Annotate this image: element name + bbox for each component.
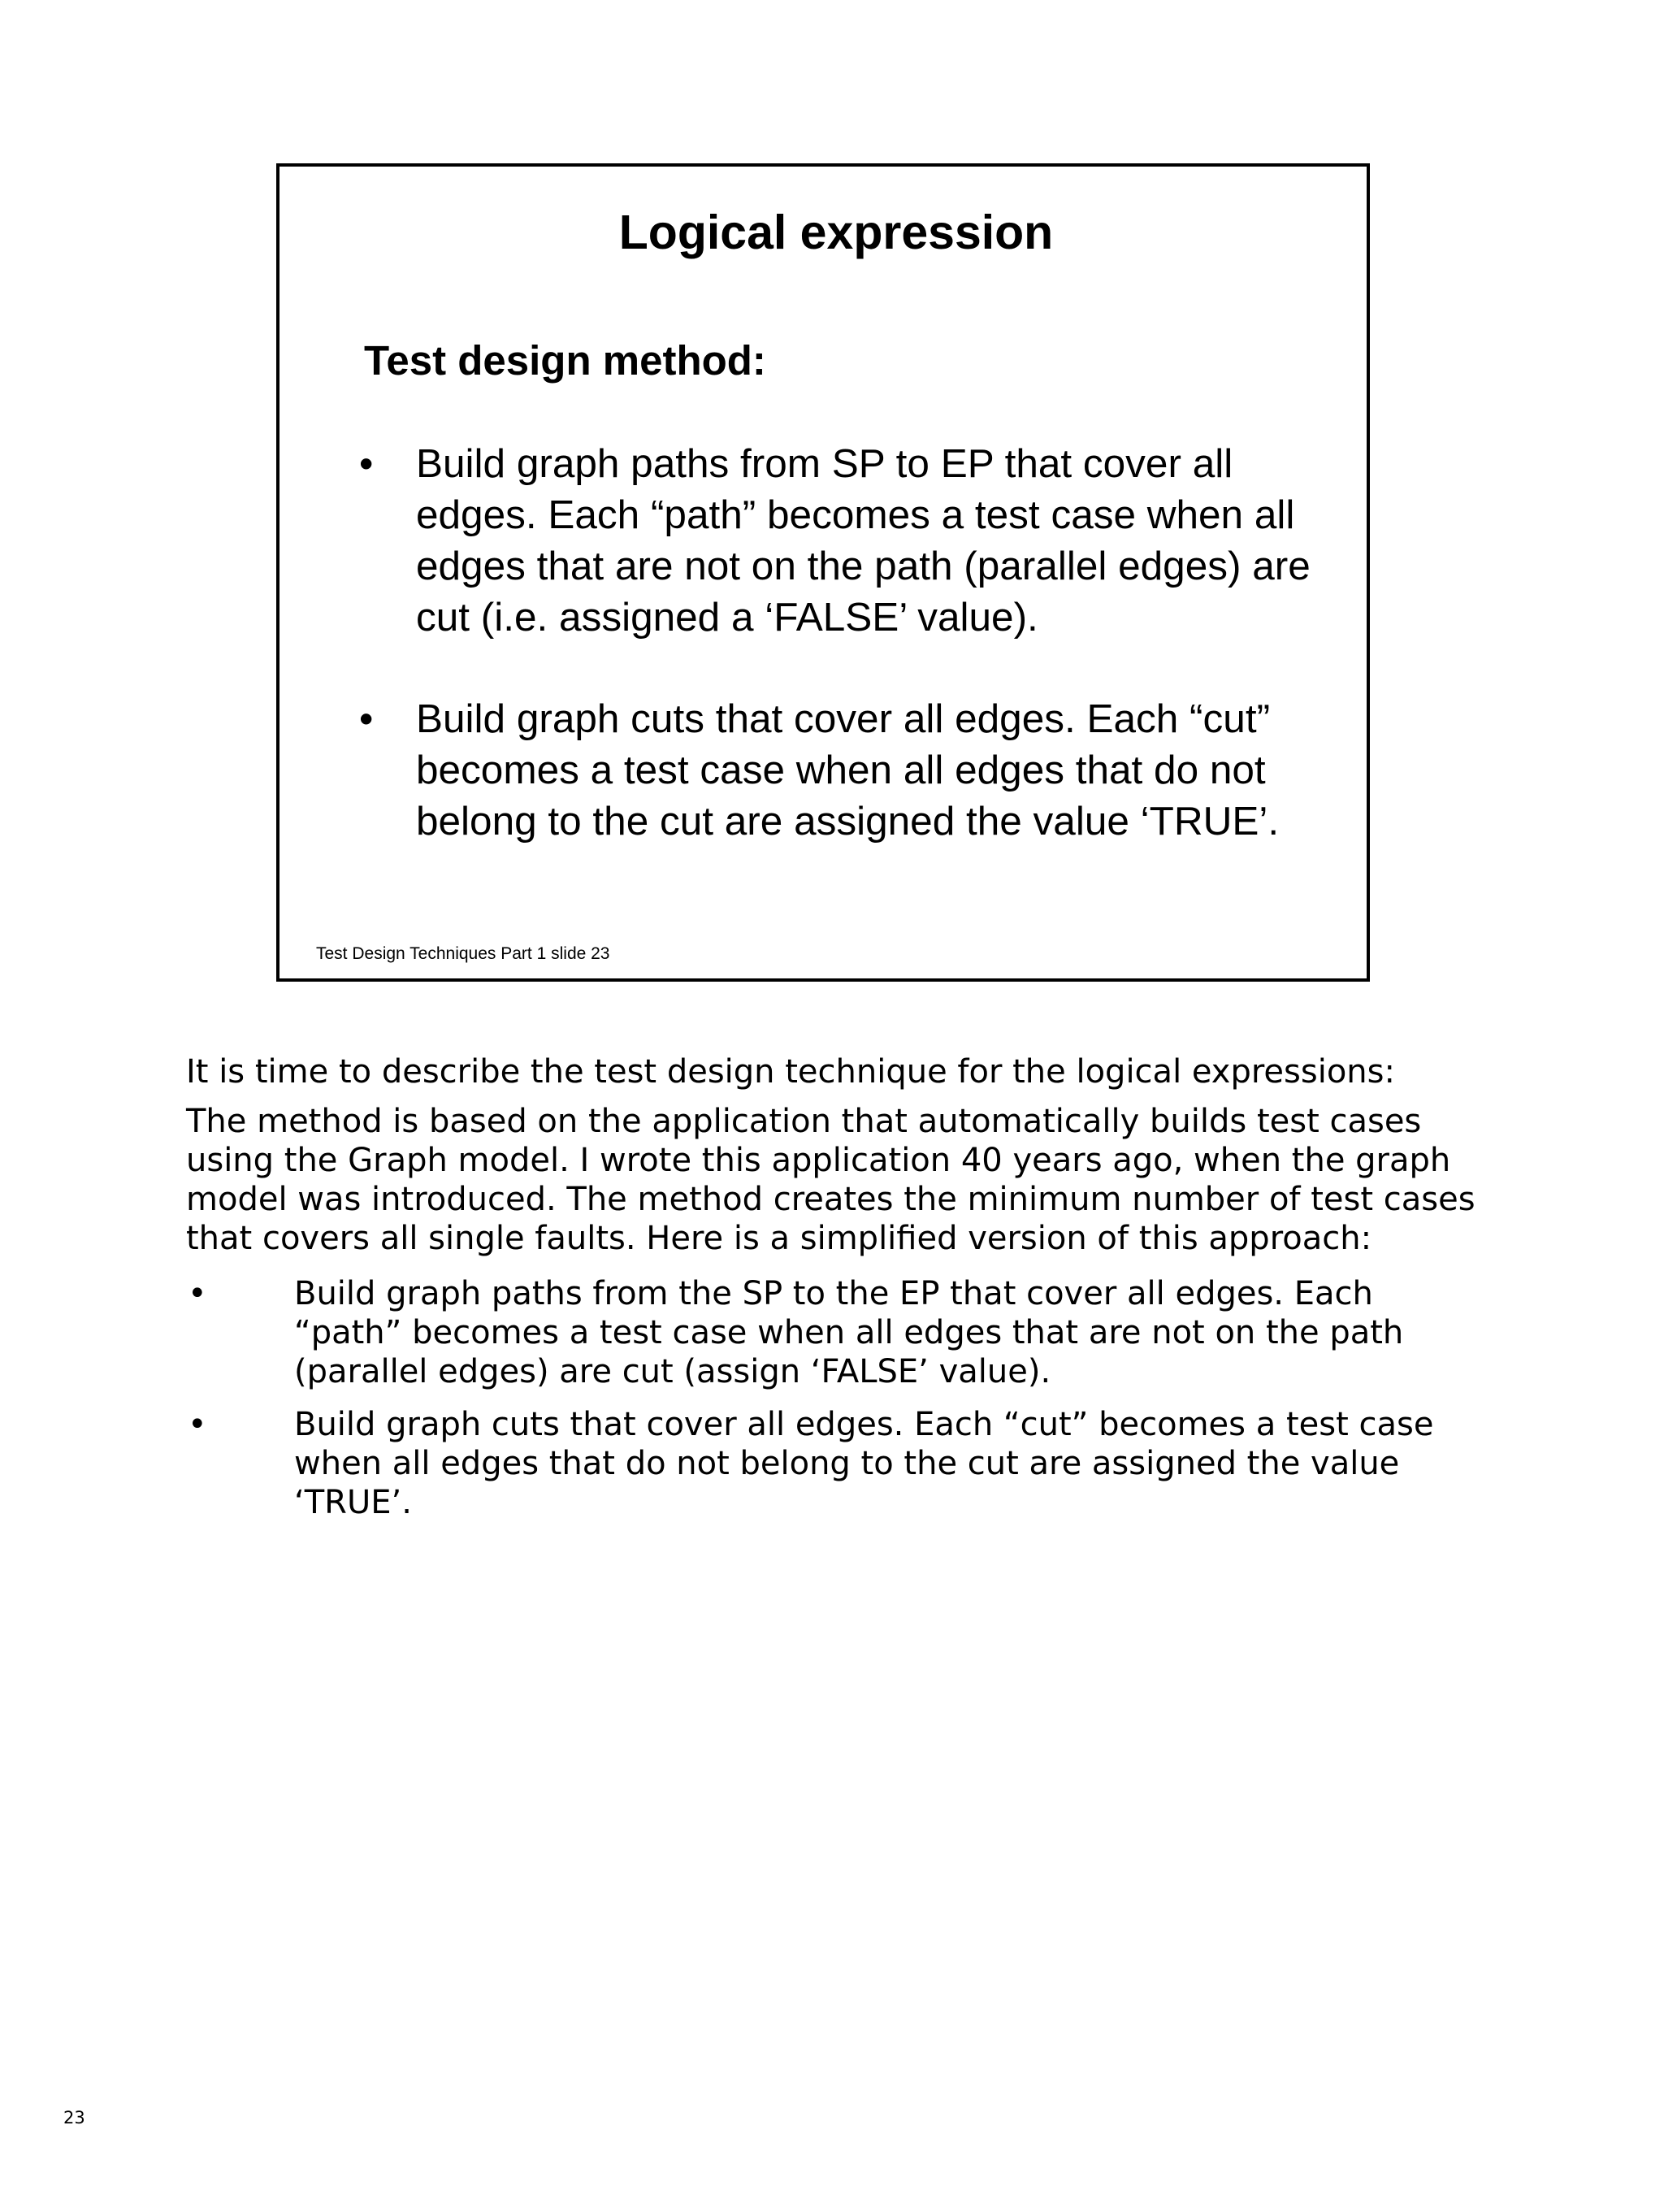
slide-frame	[276, 163, 1370, 982]
slide-bullet-text: Build graph paths from SP to EP that cover all edges. Each “path” becomes a test case when all edges that are not on the path (parallel edges) are cut (i.e. assigned a ‘FALSE’ value).	[416, 441, 1311, 640]
bullet-icon: •	[359, 441, 374, 486]
bullet-icon: •	[359, 696, 374, 741]
doc-bullet-text: Build graph paths from the SP to the EP that cover all edges. Each “path” becomes a test case when all edges that are not on the path (parallel edges) are cut (assign ‘FALSE’ value).	[294, 1275, 1404, 1390]
slide-title: Logical expression	[618, 206, 1054, 259]
doc-bullet-text: Build graph cuts that cover all edges. Each “cut” becomes a test case when all edges that do not belong to the cut are assigned the value ‘TRUE’.	[294, 1406, 1434, 1521]
intro-text: It is time to describe the test design technique for the logical expressions:	[186, 1053, 1395, 1091]
method-paragraph: The method is based on the application that automatically builds test cases using the Graph model. I wrote this application 40 years ago, when the graph model was introduced. The method creates the minimum number of test cases that covers all single faults. Here is a simplified version of this approach:	[186, 1103, 1476, 1257]
bullet-icon: •	[188, 1406, 207, 1443]
slide-subtitle: Test design method:	[364, 337, 766, 384]
slide-bullet-text: Build graph cuts that cover all edges. Each “cut” becomes a test case when all edges that do not belong to the cut are assigned the value ‘TRUE’.	[416, 696, 1280, 844]
page-number: 23	[63, 2108, 85, 2127]
bullet-icon: •	[188, 1275, 207, 1312]
slide-footer: Test Design Techniques Part 1 slide 23	[316, 944, 610, 963]
